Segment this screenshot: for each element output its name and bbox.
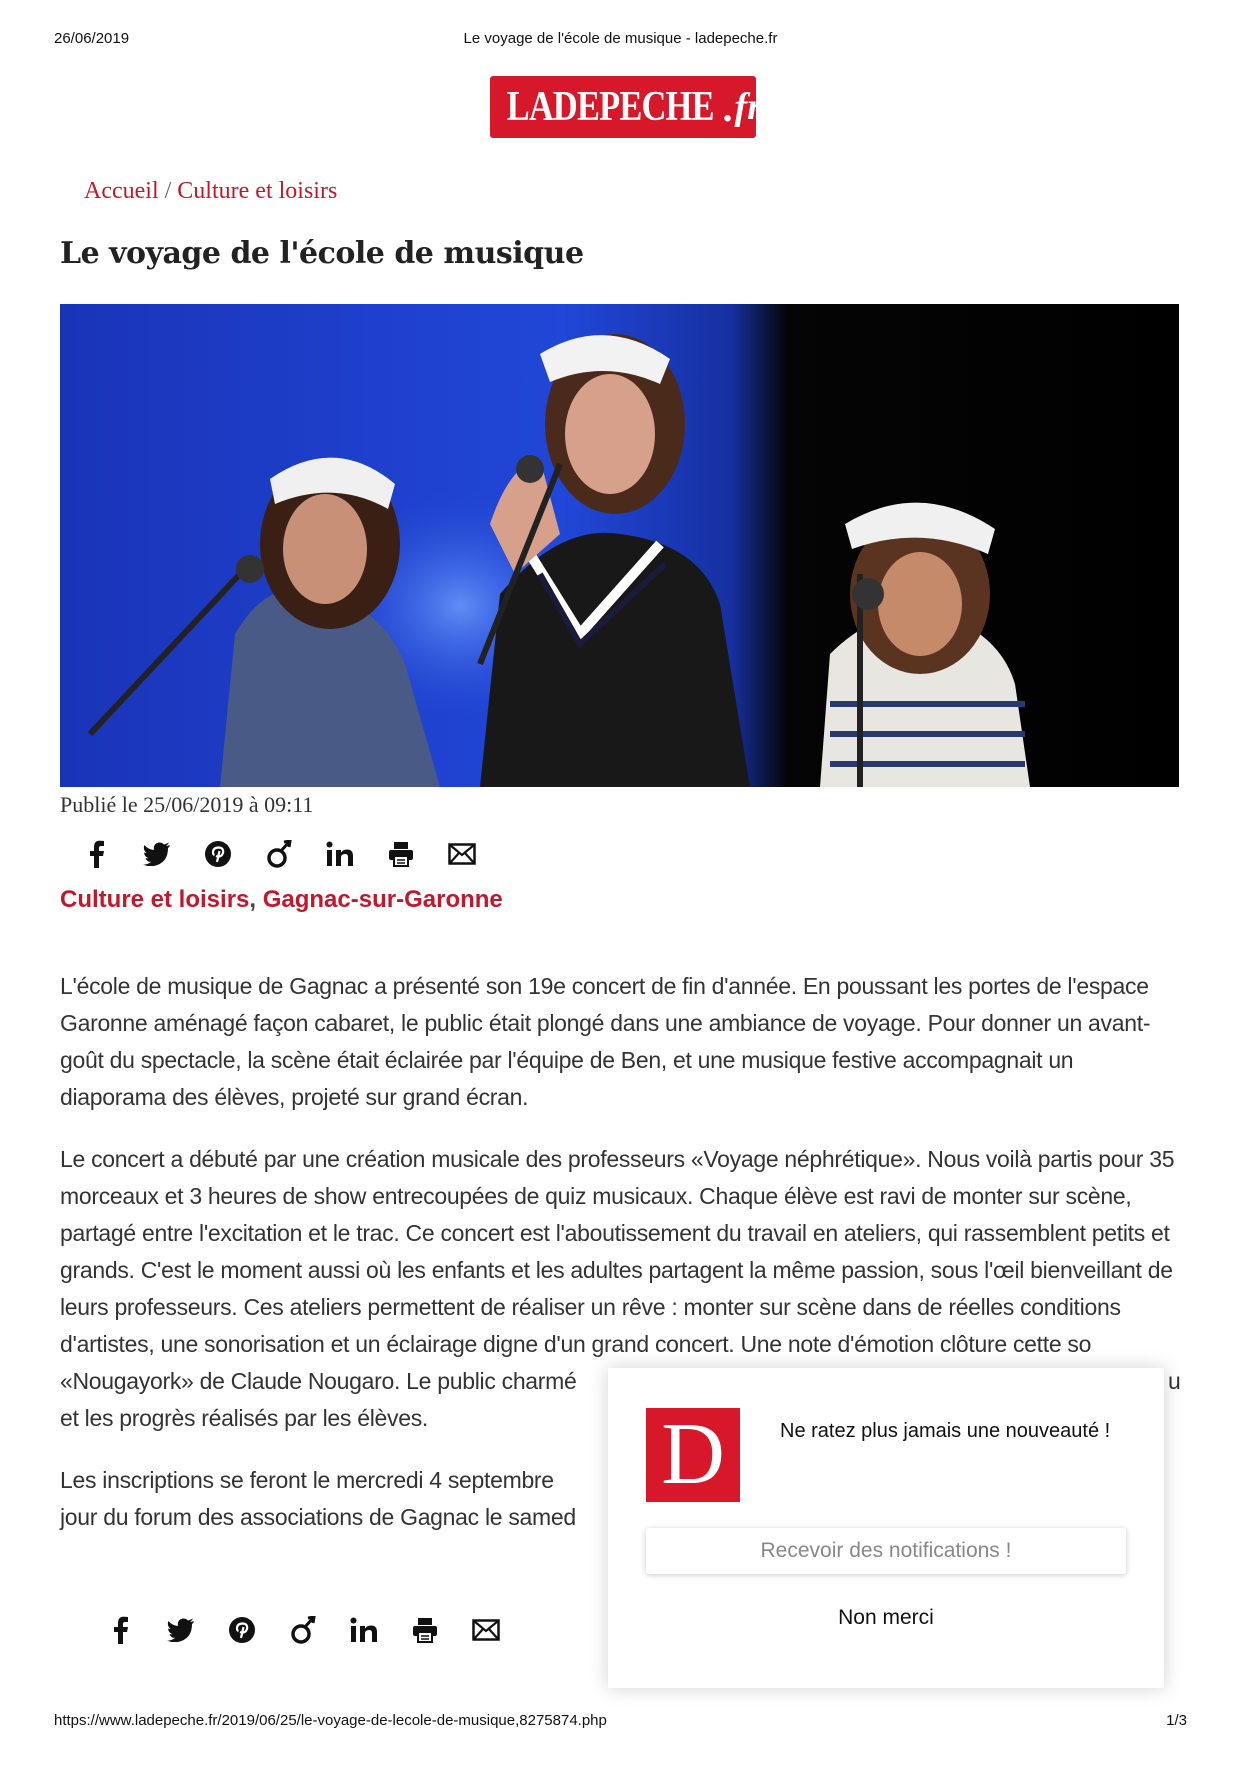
facebook-icon[interactable] bbox=[76, 836, 116, 872]
facebook-icon[interactable] bbox=[100, 1612, 140, 1648]
article-paragraph: L'école de musique de Gagnac a présenté son 19e concert de fin d'année. En poussant les portes de l'espace Garonne aménagé façon cabaret, le public était plongé dans une ambiance de voyage. Pour donner un avant-goût du spectacle, la scène était éclairée par l'équipe de Ben, et une musique festive accompagnait un diaporama des élèves, projeté sur grand écran. bbox=[60, 973, 1151, 1110]
linkedin-icon[interactable] bbox=[320, 836, 360, 872]
breadcrumb bbox=[84, 178, 337, 205]
pinterest-icon[interactable] bbox=[198, 836, 238, 872]
paragraph-text: Le concert a débuté par une création musicale des professeurs «Voyage néphrétique». Nous voilà partis pour 35 morceaux et 3 heures de show entrecoupées de quiz musicaux. Chaque élève est ravi de monter sur scène, partagé entre l'excitation et le trac. Ce concert est l'aboutissement du travail en ateliers, qui rassemblent petits et grands. C'est le moment aussi où les enfants et les adultes partagent la même passion, sous l'œil bienveillant de leurs professeurs. Ces ateliers permettent de réaliser un rêve : monter sur scène dans de réelles conditions d'artistes, une sonorisation et un éclairage digne d'un grand concert. Une note d'émotion clôture cette so bbox=[60, 1146, 1175, 1357]
publish-date: Publié le 25/06/2019 à 09:11 bbox=[60, 792, 314, 817]
breadcrumb-separator: / bbox=[164, 178, 172, 204]
logo-dot: . bbox=[722, 84, 733, 130]
pinterest-icon[interactable] bbox=[222, 1612, 262, 1648]
linkedin-icon[interactable] bbox=[344, 1612, 384, 1648]
print-page-title: Le voyage de l'école de musique - ladepeche.fr bbox=[463, 30, 778, 47]
paragraph-text: Les inscriptions se feront le mercredi 4 septembre bbox=[60, 1467, 554, 1493]
print-footer bbox=[0, 1712, 1241, 1732]
article-photo bbox=[60, 304, 1179, 787]
article-title: Le voyage de l'école de musique bbox=[60, 236, 584, 271]
share-bar-bottom bbox=[100, 1612, 527, 1648]
twitter-icon[interactable] bbox=[161, 1612, 201, 1648]
viadeo-icon[interactable] bbox=[259, 836, 299, 872]
email-icon[interactable] bbox=[442, 836, 482, 872]
paragraph-text: jour du forum des associations de Gagnac le samed bbox=[60, 1504, 576, 1530]
twitter-icon[interactable] bbox=[137, 836, 177, 872]
paragraph-text: «Nougayork» de Claude Nougaro. Le public charmé bbox=[60, 1368, 577, 1394]
clipped-trailing-char: u bbox=[1168, 1368, 1181, 1394]
article-tags bbox=[60, 886, 503, 914]
logo-tld: fr bbox=[734, 86, 762, 128]
tag-gagnac-link[interactable]: Gagnac-sur-Garonne bbox=[262, 886, 503, 913]
breadcrumb-section-link[interactable]: Culture et loisirs bbox=[177, 178, 338, 204]
print-icon[interactable] bbox=[405, 1612, 445, 1648]
viadeo-icon[interactable] bbox=[283, 1612, 323, 1648]
popup-logo: D bbox=[646, 1408, 740, 1502]
popup-message: Ne ratez plus jamais une nouveauté ! bbox=[780, 1420, 1111, 1442]
print-url: https://www.ladepeche.fr/2019/06/25/le-voyage-de-lecole-de-musique,8275874.php bbox=[54, 1712, 607, 1729]
receive-notifications-button[interactable]: Recevoir des notifications ! bbox=[646, 1528, 1126, 1574]
print-page-number: 1/3 bbox=[1166, 1712, 1187, 1729]
decline-button[interactable]: Non merci bbox=[838, 1606, 934, 1629]
concert-photo bbox=[60, 304, 1179, 787]
print-header bbox=[0, 30, 1241, 50]
site-logo[interactable] bbox=[490, 76, 762, 138]
paragraph-text: et les progrès réalisés par les élèves. bbox=[60, 1405, 428, 1431]
tag-culture-link[interactable]: Culture et loisirs bbox=[60, 886, 250, 913]
logo-text: LADEPECHE bbox=[506, 84, 714, 130]
notification-popup bbox=[608, 1368, 1164, 1688]
email-icon[interactable] bbox=[466, 1612, 506, 1648]
print-icon[interactable] bbox=[381, 836, 421, 872]
print-date: 26/06/2019 bbox=[54, 30, 130, 47]
share-bar-top bbox=[76, 836, 503, 872]
tag-separator: , bbox=[249, 886, 263, 913]
breadcrumb-home-link[interactable]: Accueil bbox=[84, 178, 159, 204]
